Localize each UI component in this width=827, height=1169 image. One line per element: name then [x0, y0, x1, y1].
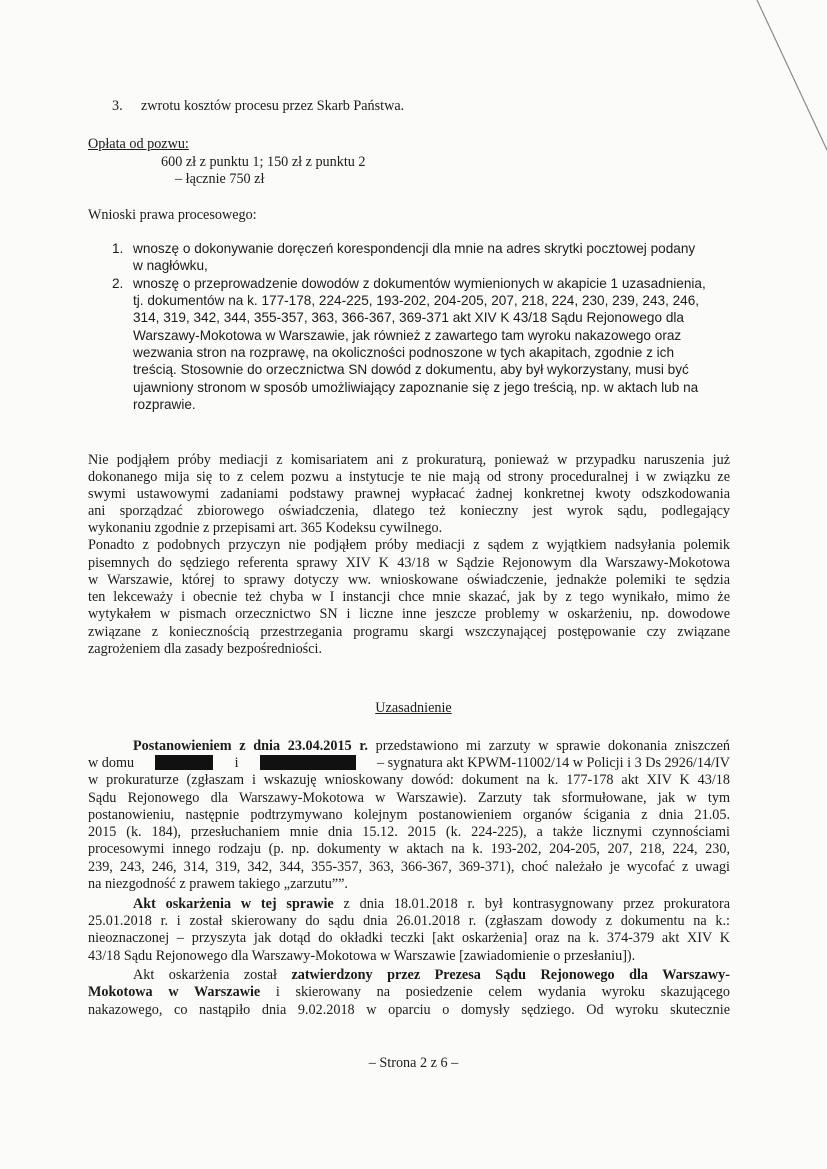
- text-run: i: [234, 755, 239, 771]
- page-number: – Strona 2 z 6 –: [368, 1055, 459, 1071]
- motions-item2-line: wezwania stron na rozprawę, na okoliczności podnoszone w tych akapitach, zgodnie z ich: [133, 345, 675, 360]
- motions-heading: Wnioski prawa procesowego:: [88, 207, 257, 223]
- list-item-text: zwrotu kosztów procesu przez Skarb Państwa.: [141, 98, 405, 114]
- justification-p2-line: nieoznaczonej – przyszyta jak dotąd do okładki teczki [akt oskarżenia] oraz na k. 374-379 akt XIV K: [88, 930, 730, 946]
- mediation-p2-line: Ponadto z podobnych przyczyn nie podjąłem próby mediacji z sądem z wyjątkiem nadsyłania polemik: [88, 537, 730, 553]
- justification-p3-line: [88, 984, 730, 1000]
- justification-p1-line: procesowymi innego rodzaju (p. np. dokumenty w aktach na k. 193-202, 204-205, 207, 218, 224, 230,: [88, 841, 730, 857]
- mediation-p2-line: w Warszawie, której to sprawy dotyczy ww. wnioskowane oświadczenie, jednakże polemiki te sędzia: [88, 572, 730, 588]
- text-run: i skierowany na posiedzenie celem wydania wyroku skazującego: [260, 984, 730, 1000]
- mediation-p2-line: związane z koniecznością przestrzegania programu skargi wszczynającej postępowanie czy związane: [88, 624, 730, 640]
- justification-p1-line: [133, 738, 730, 754]
- list-item-number: 1.: [112, 241, 124, 256]
- motions-item2-line: wnoszę o przeprowadzenie dowodów z dokumentów wymienionych w akapicie 1 uzasadnienia,: [133, 276, 706, 291]
- bold-phrase: zatwierdzony przez Prezesa Sądu Rejonowego dla Warszawy-: [291, 967, 730, 983]
- motions-item1-line: wnoszę o dokonywanie doręczeń korespondencji dla mnie na adres skrytki pocztowej podany: [133, 241, 696, 256]
- text-run: Akt oskarżenia został: [133, 967, 292, 983]
- list-item-number: 2.: [112, 276, 124, 291]
- bold-phrase: Mokotowa w Warszawie: [88, 984, 261, 1000]
- justification-p2-line: 43/18 Sądu Rejonowego dla Warszawy-Mokotowa w Warszawie [zawiadomienie o przesłaniu]).: [88, 948, 636, 964]
- fee-line: 600 zł z punktu 1; 150 zł z punktu 2: [161, 154, 366, 170]
- mediation-p2-line: ten lekceważy i obecnie też chyba w I instancji chce mnie skazać, jak by z tego wynikało, mimo że: [88, 589, 730, 605]
- mediation-p2-line: wytykałem w pismach orzecznictwo SN i liczne inne jeszcze problemy w oskarżeniu, np. dowodowe: [88, 606, 730, 622]
- motions-item2-line: tj. dokumentów na k. 177-178, 224-225, 193-202, 204-205, 207, 218, 224, 230, 239, 243, 246,: [133, 293, 700, 308]
- mediation-p1-line: dokonanego mija się to z celem pozwu a instytucje te nie mają od strony proceduralnej i w związku ze: [88, 469, 730, 485]
- text-run: przedstawiono mi zarzuty w sprawie dokonania zniszczeń: [367, 738, 731, 754]
- text-run: w domu: [88, 755, 135, 771]
- justification-p1-line: Sądu Rejonowego dla Warszawy-Mokotowa w Warszawie). Zarzuty tak sformułowane, jak w tym: [88, 790, 730, 806]
- motions-item2-line: rozprawie.: [133, 397, 196, 412]
- justification-p1-line: postanowieniu, następnie podtrzymywano kolejnym postanowieniem organów ścigania z dnia 21.05.: [88, 807, 730, 823]
- justification-p2-line: [133, 896, 730, 912]
- motions-item2-line: Warszawy-Mokotowa w Warszawie, jak również z zawartego tam wyroku nakazowego oraz: [133, 328, 682, 343]
- mediation-p1-line: swymi ustawowymi zadaniami podstawy prawnej wypłacać żadnej konkretnej kwoty odszkodowania: [88, 486, 730, 502]
- justification-p3-line: [133, 967, 730, 983]
- motions-item2-line: treścią. Stosownie do orzecznictwa SN dowód z dokumentu, aby był wykorzystany, musi być: [133, 362, 689, 377]
- fee-heading: Opłata od pozwu:: [88, 136, 189, 152]
- mediation-p2-line: pisemnych do sędziego referenta sprawy XIV K 43/18 w Sądzie Rejonowym dla Warszawy-Mokotowa: [88, 555, 730, 571]
- justification-p1-line: 239, 243, 246, 314, 319, 342, 344, 355-357, 363, 366-367, 369-371), choć należało je wycofać z uwagi: [88, 859, 730, 875]
- justification-p2-line: 25.01.2018 r. i został skierowany do sądu dnia 26.01.2018 r. (zgłaszam dowody z dokumentu na k.:: [88, 913, 730, 929]
- mediation-p1-line: wykonaniu zgodnie z przepisami art. 365 Kodeksu cywilnego.: [88, 520, 443, 536]
- motions-item2-line: 314, 319, 342, 344, 355-357, 363, 366-367, 369-371 akt XIV K 43/18 Sądu Rejonowego dla: [133, 310, 684, 325]
- section-heading-justification: Uzasadnienie: [375, 700, 452, 716]
- justification-p1-line: 2015 (k. 184), przesłuchaniem mnie dnia 15.12. 2015 (k. 224-225), a także licznymi czynnościami: [88, 824, 730, 840]
- justification-p1-line: w prokuraturze (zgłaszam i wskazuję wnioskowany dowód: dokument na k. 177-178 akt XIV K 43/18: [88, 772, 730, 788]
- justification-p1-line: na niezgodność z prawem takiego „zarzutu””.: [88, 876, 348, 892]
- redaction-block: [260, 755, 356, 770]
- text-run: – sygnatura akt KPWM-11002/14 w Policji i 3 Ds 2926/14/IV: [377, 755, 730, 771]
- text-run: z dnia 18.01.2018 r. był kontrasygnowany przez prokuratora: [333, 896, 730, 912]
- mediation-p1-line: Nie podjąłem próby mediacji z komisariatem ani z prokuraturą, ponieważ w przypadku naruszenia już: [88, 452, 730, 468]
- redaction-block: [155, 755, 213, 770]
- list-item-number: 3.: [112, 98, 123, 114]
- scan-edge-mark: [707, 0, 827, 160]
- mediation-p1-line: ani sporządzać zbiorowego oświadczenia, dlatego też konieczny jest wyrok sądu, podlegający: [88, 503, 730, 519]
- bold-phrase: Akt oskarżenia w tej sprawie: [133, 896, 334, 912]
- justification-p1-line: [88, 755, 730, 771]
- bold-phrase: Postanowieniem z dnia 23.04.2015 r.: [133, 738, 368, 754]
- motions-item2-line: ujawniony stronom w sposób umożliwiający zapoznanie się z jego treścią, np. w aktach lub na: [133, 380, 699, 395]
- justification-p3-line: nakazowego, co nastąpiło dnia 9.02.2018 w oparciu o domysły sędziego. Od wyroku skutecznie: [88, 1002, 730, 1018]
- fee-total: – łącznie 750 zł: [175, 171, 265, 187]
- mediation-p2-line: zagrożeniem dla zasady bezpośredniości.: [88, 641, 322, 657]
- motions-item1-line: w nagłówku,: [133, 258, 208, 273]
